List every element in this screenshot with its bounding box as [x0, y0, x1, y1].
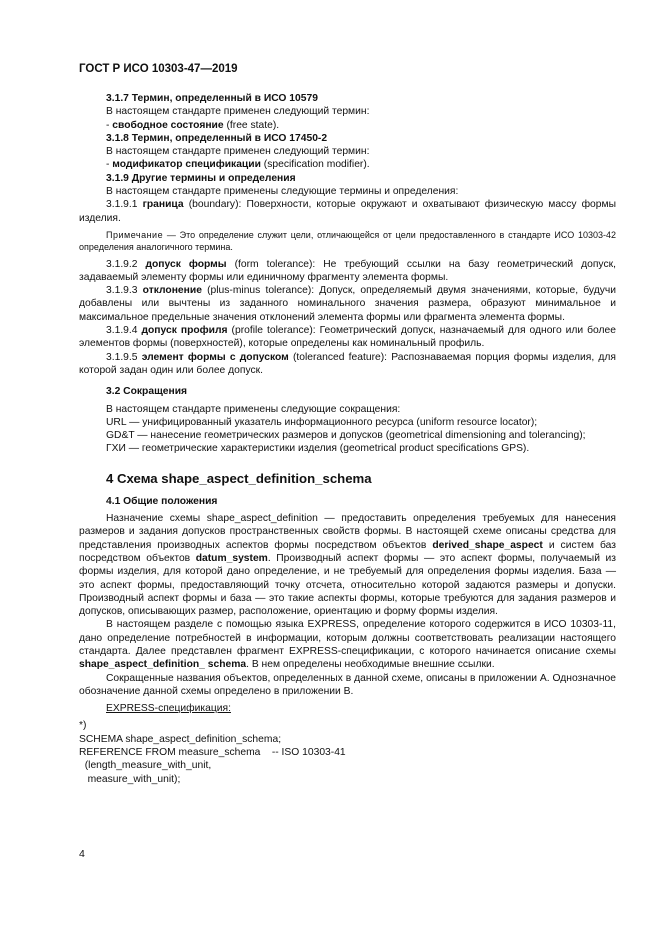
express-code: [79, 719, 616, 785]
code-line: SCHEMA shape_aspect_definition_schema;: [79, 733, 282, 745]
term-specification-modifier: - модификатор спецификации (specification modifier).: [106, 159, 370, 171]
paragraph-abbrev-names: Сокращенные названия объектов, определенных в данной схеме, описаны в приложении А. Однозначное обозначение данной схемы определено в приложении В.: [79, 672, 616, 697]
abbrev-gdt: GD&T — нанесение геометрических размеров и допусков (geometrical dimensioning and tolerancing);: [106, 430, 586, 442]
term-toleranced-feature: 3.1.9.5 элемент формы с допуском (toleranced feature): Распознаваемая порция формы изделия, для которой задан один или более допуск.: [79, 351, 616, 376]
paragraph-purpose: Назначение схемы shape_aspect_definition — предоставить определения требуемых для нанесения размеров и задания допусков пространственных свойств формы. В настоящей схеме описаны средства для представления производных аспектов формы посредством объектов derived_shape_aspect и систем баз посредством объектов datum_system. Производный аспект формы — это аспект формы, получаемый из формы изделия, для которой дано определение, и не требуемый для определения формы изделия. База — это аспект формы, предоставляющий точку отсчета, относительно которой задаются размеры и допуски. Производный аспект формы и база — это такие аспекты формы, которые требуются для задания размеров и допусков, описывающих размер, расположение, ориентацию и форму формы изделия.: [79, 513, 617, 618]
term-profile-tolerance: 3.1.9.4 допуск профиля (profile tolerance): Геометрический допуск, назначаемый для одного или более элементов формы (поверхностей), которые определены как номинальный профиль.: [79, 325, 617, 350]
section-3-2-intro: В настоящем стандарте применены следующие сокращения:: [106, 403, 401, 415]
abbrev-ghi: ГХИ — геометрические характеристики изделия (geometrical product specifications GPS).: [106, 443, 530, 455]
note: Примечание — Это определение служит цели, отличающейся от цели предоставленного в стандарте ИСО 10303-42 определения аналогичного термина.: [79, 229, 616, 253]
term-free-state: - свободное состояние (free state).: [106, 119, 280, 131]
section-3-2-title: 3.2 Сокращения: [106, 386, 188, 398]
document-header: ГОСТ Р ИСО 10303-47—2019: [79, 63, 238, 75]
code-line: (length_measure_with_unit,: [79, 760, 212, 772]
section-3-1-8-title: 3.1.8 Термин, определенный в ИСО 17450-2: [106, 132, 328, 144]
abbrev-url: URL — унифицированный указатель информационного ресурса (uniform resource locator);: [106, 416, 538, 428]
section-3-1-7-intro: В настоящем стандарте применен следующий термин:: [106, 106, 370, 118]
section-3-1-9-title: 3.1.9 Другие термины и определения: [106, 172, 296, 184]
code-line: measure_with_unit);: [79, 773, 181, 785]
express-spec-label: EXPRESS-спецификация:: [106, 703, 231, 715]
section-4-1-title: 4.1 Общие положения: [106, 495, 218, 507]
page-number: 4: [79, 848, 85, 860]
code-line: *): [79, 720, 87, 732]
code-line: REFERENCE FROM measure_schema -- ISO 10303-41: [79, 747, 346, 759]
section-3-1-9-intro: В настоящем стандарте применены следующие термины и определения:: [106, 186, 459, 198]
term-boundary: 3.1.9.1 граница (boundary): Поверхности, которые окружают и охватывают физическую массу формы изделия.: [79, 199, 616, 224]
document-body: [79, 92, 616, 786]
section-3-1-8-intro: В настоящем стандарте применен следующий термин:: [106, 146, 370, 158]
section-3-1-7-title: 3.1.7 Термин, определенный в ИСО 10579: [106, 93, 318, 104]
paragraph-express: В настоящем разделе с помощью языка EXPRESS, определение которого содержится в ИСО 10303-11, дано определение потребностей в информации, которым должны соответствовать реализации настоящего стандарта. Далее представлен фрагмент EXPRESS-спецификации, с которого начинается описание схемы shape_aspect_definition_ schema. В нем определены необходимые внешние ссылки.: [79, 619, 616, 671]
section-4-title: 4 Схема shape_aspect_definition_schema: [106, 470, 372, 486]
term-form-tolerance: 3.1.9.2 допуск формы (form tolerance): Не требующий ссылки на базу геометрический допуск, задаваемый элементу формы или единичному фрагменту элемента формы.: [79, 258, 616, 283]
term-plus-minus-tolerance: 3.1.9.3 отклонение (plus-minus tolerance): Допуск, определяемый двумя значениями, которые, будучи добавлены или вычтены из заданного номинального значения размера, образуют минимальное и максимальное предельные значения отклонений элемента формы или фрагмента элемента формы.: [79, 285, 616, 323]
